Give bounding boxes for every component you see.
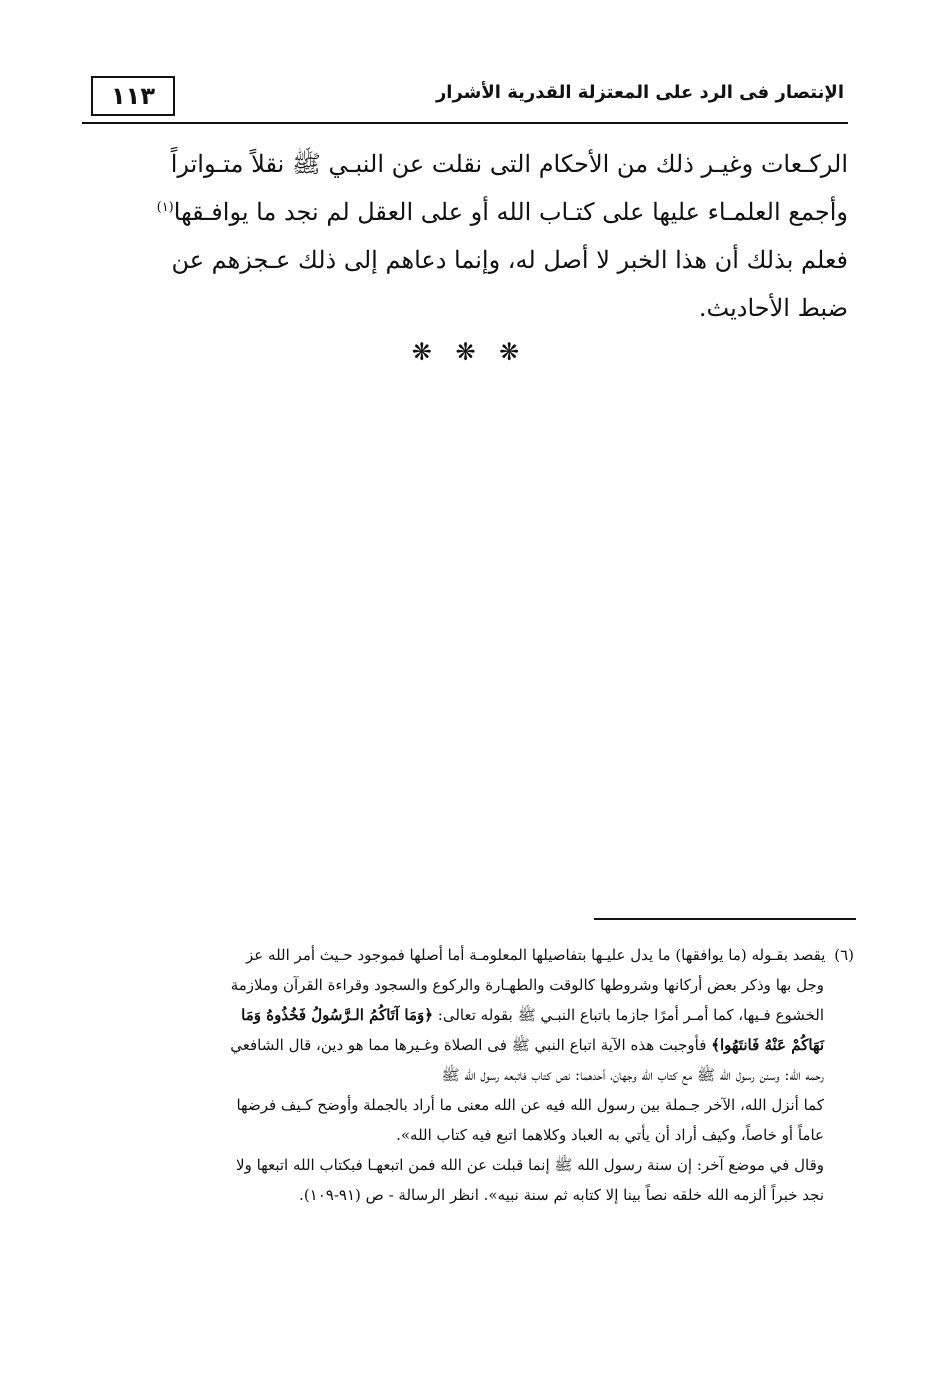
- footnote-reference: (١): [156, 200, 174, 215]
- quran-verse: ﴿وَمَا آتَاكُمُ الـرَّسُولُ فَخُذُوهُ وَمَا: [241, 1006, 434, 1024]
- footnote-line: وقال في موضع آخر: إن سنة رسول الله ﷺ إنما قبلت عن الله فمن اتبعهـا فبكتاب الله اتبعها ولا: [236, 1156, 824, 1174]
- page-header: [82, 74, 848, 128]
- running-title: الإنتصار فى الرد على المعتزلة القدرية الأشرار: [435, 82, 844, 103]
- main-text: [82, 140, 848, 332]
- quran-verse: نَهَاكُمْ عَنْهُ فَانتَهُوا﴾: [711, 1036, 824, 1054]
- body-line: ضبط الأحاديث.: [698, 294, 848, 322]
- footnote-rule: [594, 918, 856, 920]
- footnote-line: نَهَاكُمْ عَنْهُ فَانتَهُوا﴾ فأوجبت هذه الآية اتباع النبي ﷺ فى الصلاة وغـيرها مما هو دين، قال الشافعي: [230, 1036, 824, 1054]
- footnote-line: وجل بها وذكر بعض أركانها وشروطها كالوقت والطهـارة والركوع والسجود وقراءة القرآن وملازمة: [230, 976, 824, 994]
- footnote-line: (٦) يقصد بقـوله (ما يوافقها) ما يدل عليـها بتفاصيلها المعلومـة أما أصلها فموجود حـيث أمر الله عز: [246, 946, 854, 964]
- footnote-number: (٦): [834, 946, 854, 964]
- footnote-line: رحمه الله: وسنن رسول الله ﷺ مع كتاب الله وجهان، أحدهما: نص كتاب فاتبعه رسول الله ﷺ: [441, 1066, 824, 1084]
- section-separator: ❋ ❋ ❋: [411, 338, 528, 366]
- body-line: فعلم بذلك أن هذا الخبر لا أصل له، وإنما دعاهم إلى ذلك عـجزهم عن: [171, 246, 848, 274]
- footnote-line: عاماً أو خاصاً، وكيف أراد أن يأتي به العباد وكلاهما اتبع فيه كتاب الله».: [396, 1126, 824, 1144]
- footnote-line: كما أنزل الله، الآخر جـملة بين رسول الله فيه عن الله معنى ما أراد بالجملة وأوضح كـيف فرضها: [236, 1096, 824, 1114]
- page-number: ١١٣: [91, 76, 175, 116]
- body-line: وأجمع العلمـاء عليها على كتـاب الله أو على العقل لم نجد ما يوافـقها$^{(١)}$: [156, 198, 848, 226]
- header-rule: [82, 122, 848, 124]
- footnote-line: نجد خبراً ألزمه الله خلقه نصاً بينا إلا كتابه ثم سنة نبيه». انظر الرسالة - ص (٩١-١٠٩).: [299, 1186, 824, 1204]
- footnote-line: الخشوع فـيها، كما أمـر أمرًا جازما باتباع النبـي ﷺ بقوله تعالى: ﴿وَمَا آتَاكُمُ الـرَّسُولُ فَخُذُوهُ وَمَا: [241, 1006, 824, 1024]
- footnote: [82, 940, 854, 1210]
- body-line: الركـعات وغيـر ذلك من الأحكام التى نقلت عن النبـي ﷺ نقلاً متـواتراً: [170, 150, 848, 178]
